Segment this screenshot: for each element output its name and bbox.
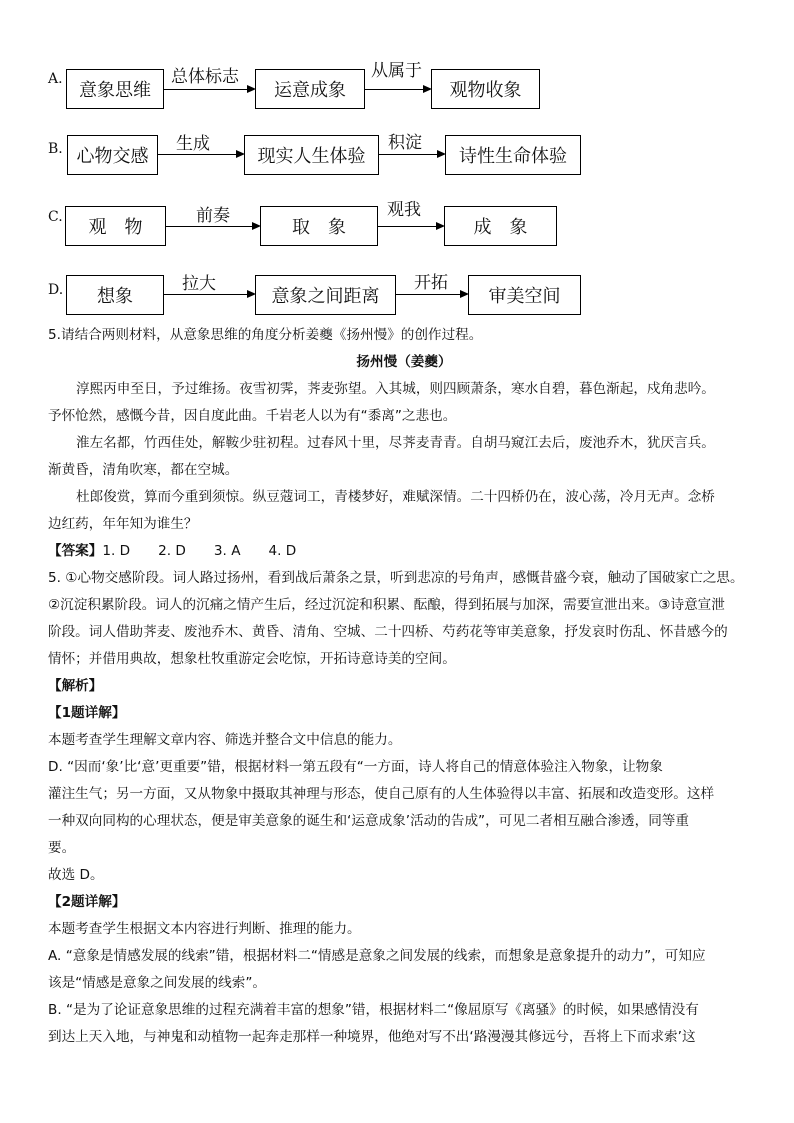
q1-conclusion: 故选 D。 bbox=[48, 867, 104, 883]
q2-label: 【2题详解】 bbox=[48, 894, 126, 910]
arrow-a-2-label: 从属于 bbox=[371, 61, 422, 81]
q2-intro: 本题考查学生根据文本内容进行判断、推理的能力。 bbox=[48, 921, 361, 937]
poem-line: 予怀怆然，感慨今昔，因自度此曲。千岩老人以为有“黍离”之悲也。 bbox=[48, 408, 457, 424]
box-c-3: 成 象 bbox=[444, 206, 557, 246]
answer5-line: 情怀；并借用典故，想象杜牧重游定会吃惊，开拓诗意诗美的空间。 bbox=[48, 651, 456, 667]
answer-item: 4. D bbox=[268, 543, 297, 559]
analysis-label: 【解析】 bbox=[48, 678, 103, 694]
arrow-a-1 bbox=[164, 89, 254, 90]
answer-item: 2. D bbox=[158, 543, 186, 559]
box-a-3: 观物收象 bbox=[431, 69, 540, 109]
arrow-a-1-label: 总体标志 bbox=[171, 67, 239, 87]
poem-line: 渐黄昏，清角吹寒，都在空城。 bbox=[48, 462, 239, 478]
answer-item: 3. A bbox=[213, 543, 241, 559]
option-c-letter: C. bbox=[48, 209, 63, 225]
poem-title: 扬州慢（姜夔） bbox=[356, 354, 452, 370]
poem-line: 边红药，年年知为谁生？ bbox=[48, 516, 198, 532]
box-c-2: 取 象 bbox=[260, 206, 378, 246]
q1-label: 【1题详解】 bbox=[48, 705, 126, 721]
document-body bbox=[48, 322, 760, 1051]
answer5-line: ②沉淀积累阶段。词人的沉痛之情产生后，经过沉淀和积累、酝酿，得到拓展与加深，需要宣泄出来。③诗意宣泄 bbox=[48, 597, 725, 613]
arrow-d-1-label: 拉大 bbox=[182, 274, 216, 294]
arrow-b-1-label: 生成 bbox=[176, 134, 210, 154]
box-d-3: 审美空间 bbox=[468, 275, 581, 315]
q1-line: 一种双向同构的心理状态，便是审美意象的诞生和‘运意成象’活动的告成”，可见二者相互融合渗透，同等重 bbox=[48, 813, 689, 829]
arrow-d-1 bbox=[164, 294, 254, 295]
arrow-b-1 bbox=[158, 154, 243, 155]
box-a-2: 运意成象 bbox=[255, 69, 365, 109]
options-diagram bbox=[0, 0, 794, 330]
answer-item: 1. D bbox=[102, 543, 131, 559]
answer5-line: 5. ①心物交感阶段。词人路过扬州，看到战后萧条之景，听到悲凉的号角声，感慨昔盛今衰，触动了国破家亡之思。 bbox=[48, 570, 744, 586]
answer-label: 【答案】 bbox=[48, 543, 103, 559]
box-b-2: 现实人生体验 bbox=[244, 135, 379, 175]
question-5: 5.请结合两则材料，从意象思维的角度分析姜夔《扬州慢》的创作过程。 bbox=[48, 327, 483, 343]
arrow-a-2 bbox=[365, 89, 430, 90]
q1-line: 要。 bbox=[48, 840, 76, 856]
option-b-letter: B. bbox=[48, 141, 63, 157]
arrow-c-1 bbox=[166, 226, 259, 227]
box-b-3: 诗性生命体验 bbox=[445, 135, 581, 175]
box-d-1: 想象 bbox=[66, 275, 164, 315]
option-a-letter: A. bbox=[48, 71, 63, 87]
q1-line: 灌注生气；另一方面，又从物象中摄取其神理与形态，使自己原有的人生体验得以丰富、拓展和改造变形。这样 bbox=[48, 786, 715, 802]
q1-intro: 本题考查学生理解文章内容、筛选并整合文中信息的能力。 bbox=[48, 732, 402, 748]
q2-line: B. “是为了论证意象思维的过程充满着丰富的想象”错，根据材料二“像屈原写《离骚》的时候，如果感情没有 bbox=[48, 1002, 699, 1018]
answer-row bbox=[48, 538, 760, 565]
arrow-b-2-label: 积淀 bbox=[388, 133, 422, 153]
arrow-c-2 bbox=[378, 226, 443, 227]
q2-line: 到达上天入地，与神鬼和动植物一起奔走那样一种境界，他绝对写不出‘路漫漫其修远兮，吾将上下而求索’这 bbox=[48, 1029, 696, 1045]
arrow-b-2 bbox=[379, 154, 444, 155]
arrow-c-1-label: 前奏 bbox=[196, 206, 230, 226]
box-a-1: 意象思维 bbox=[66, 69, 164, 109]
option-d-letter: D. bbox=[48, 282, 64, 298]
arrow-c-2-label: 观我 bbox=[387, 200, 421, 220]
q1-line: D. “因而‘象’比‘意’更重要”错，根据材料一第五段有“一方面，诗人将自己的情意体验注入物象，让物象 bbox=[48, 759, 663, 775]
arrow-d-2 bbox=[396, 294, 467, 295]
box-b-1: 心物交感 bbox=[67, 135, 158, 175]
poem-line: 淮左名都，竹西佳处，解鞍少驻初程。过春风十里，尽荠麦青青。自胡马窥江去后，废池乔木，犹厌言兵。 bbox=[76, 435, 715, 451]
q2-line: 该是“情感是意象之间发展的线索”。 bbox=[48, 975, 266, 991]
box-d-2: 意象之间距离 bbox=[255, 275, 396, 315]
answer5-line: 阶段。词人借助荠麦、废池乔木、黄昏、清角、空城、二十四桥、芍药花等审美意象，抒发哀时伤乱、怀昔感今的 bbox=[48, 624, 728, 640]
poem-line: 杜郎俊赏，算而今重到须惊。纵豆蔻词工，青楼梦好，难赋深情。二十四桥仍在，波心荡，冷月无声。念桥 bbox=[76, 489, 715, 505]
q2-line: A. “意象是情感发展的线索”错，根据材料二“情感是意象之间发展的线索，而想象是意象提升的动力”，可知应 bbox=[48, 948, 706, 964]
box-c-1: 观 物 bbox=[65, 206, 166, 246]
arrow-d-2-label: 开拓 bbox=[414, 273, 448, 293]
poem-line: 淳熙丙申至日，予过维扬。夜雪初霁，荠麦弥望。入其城，则四顾萧条，寒水自碧，暮色渐起，戍角悲吟。 bbox=[76, 381, 715, 397]
